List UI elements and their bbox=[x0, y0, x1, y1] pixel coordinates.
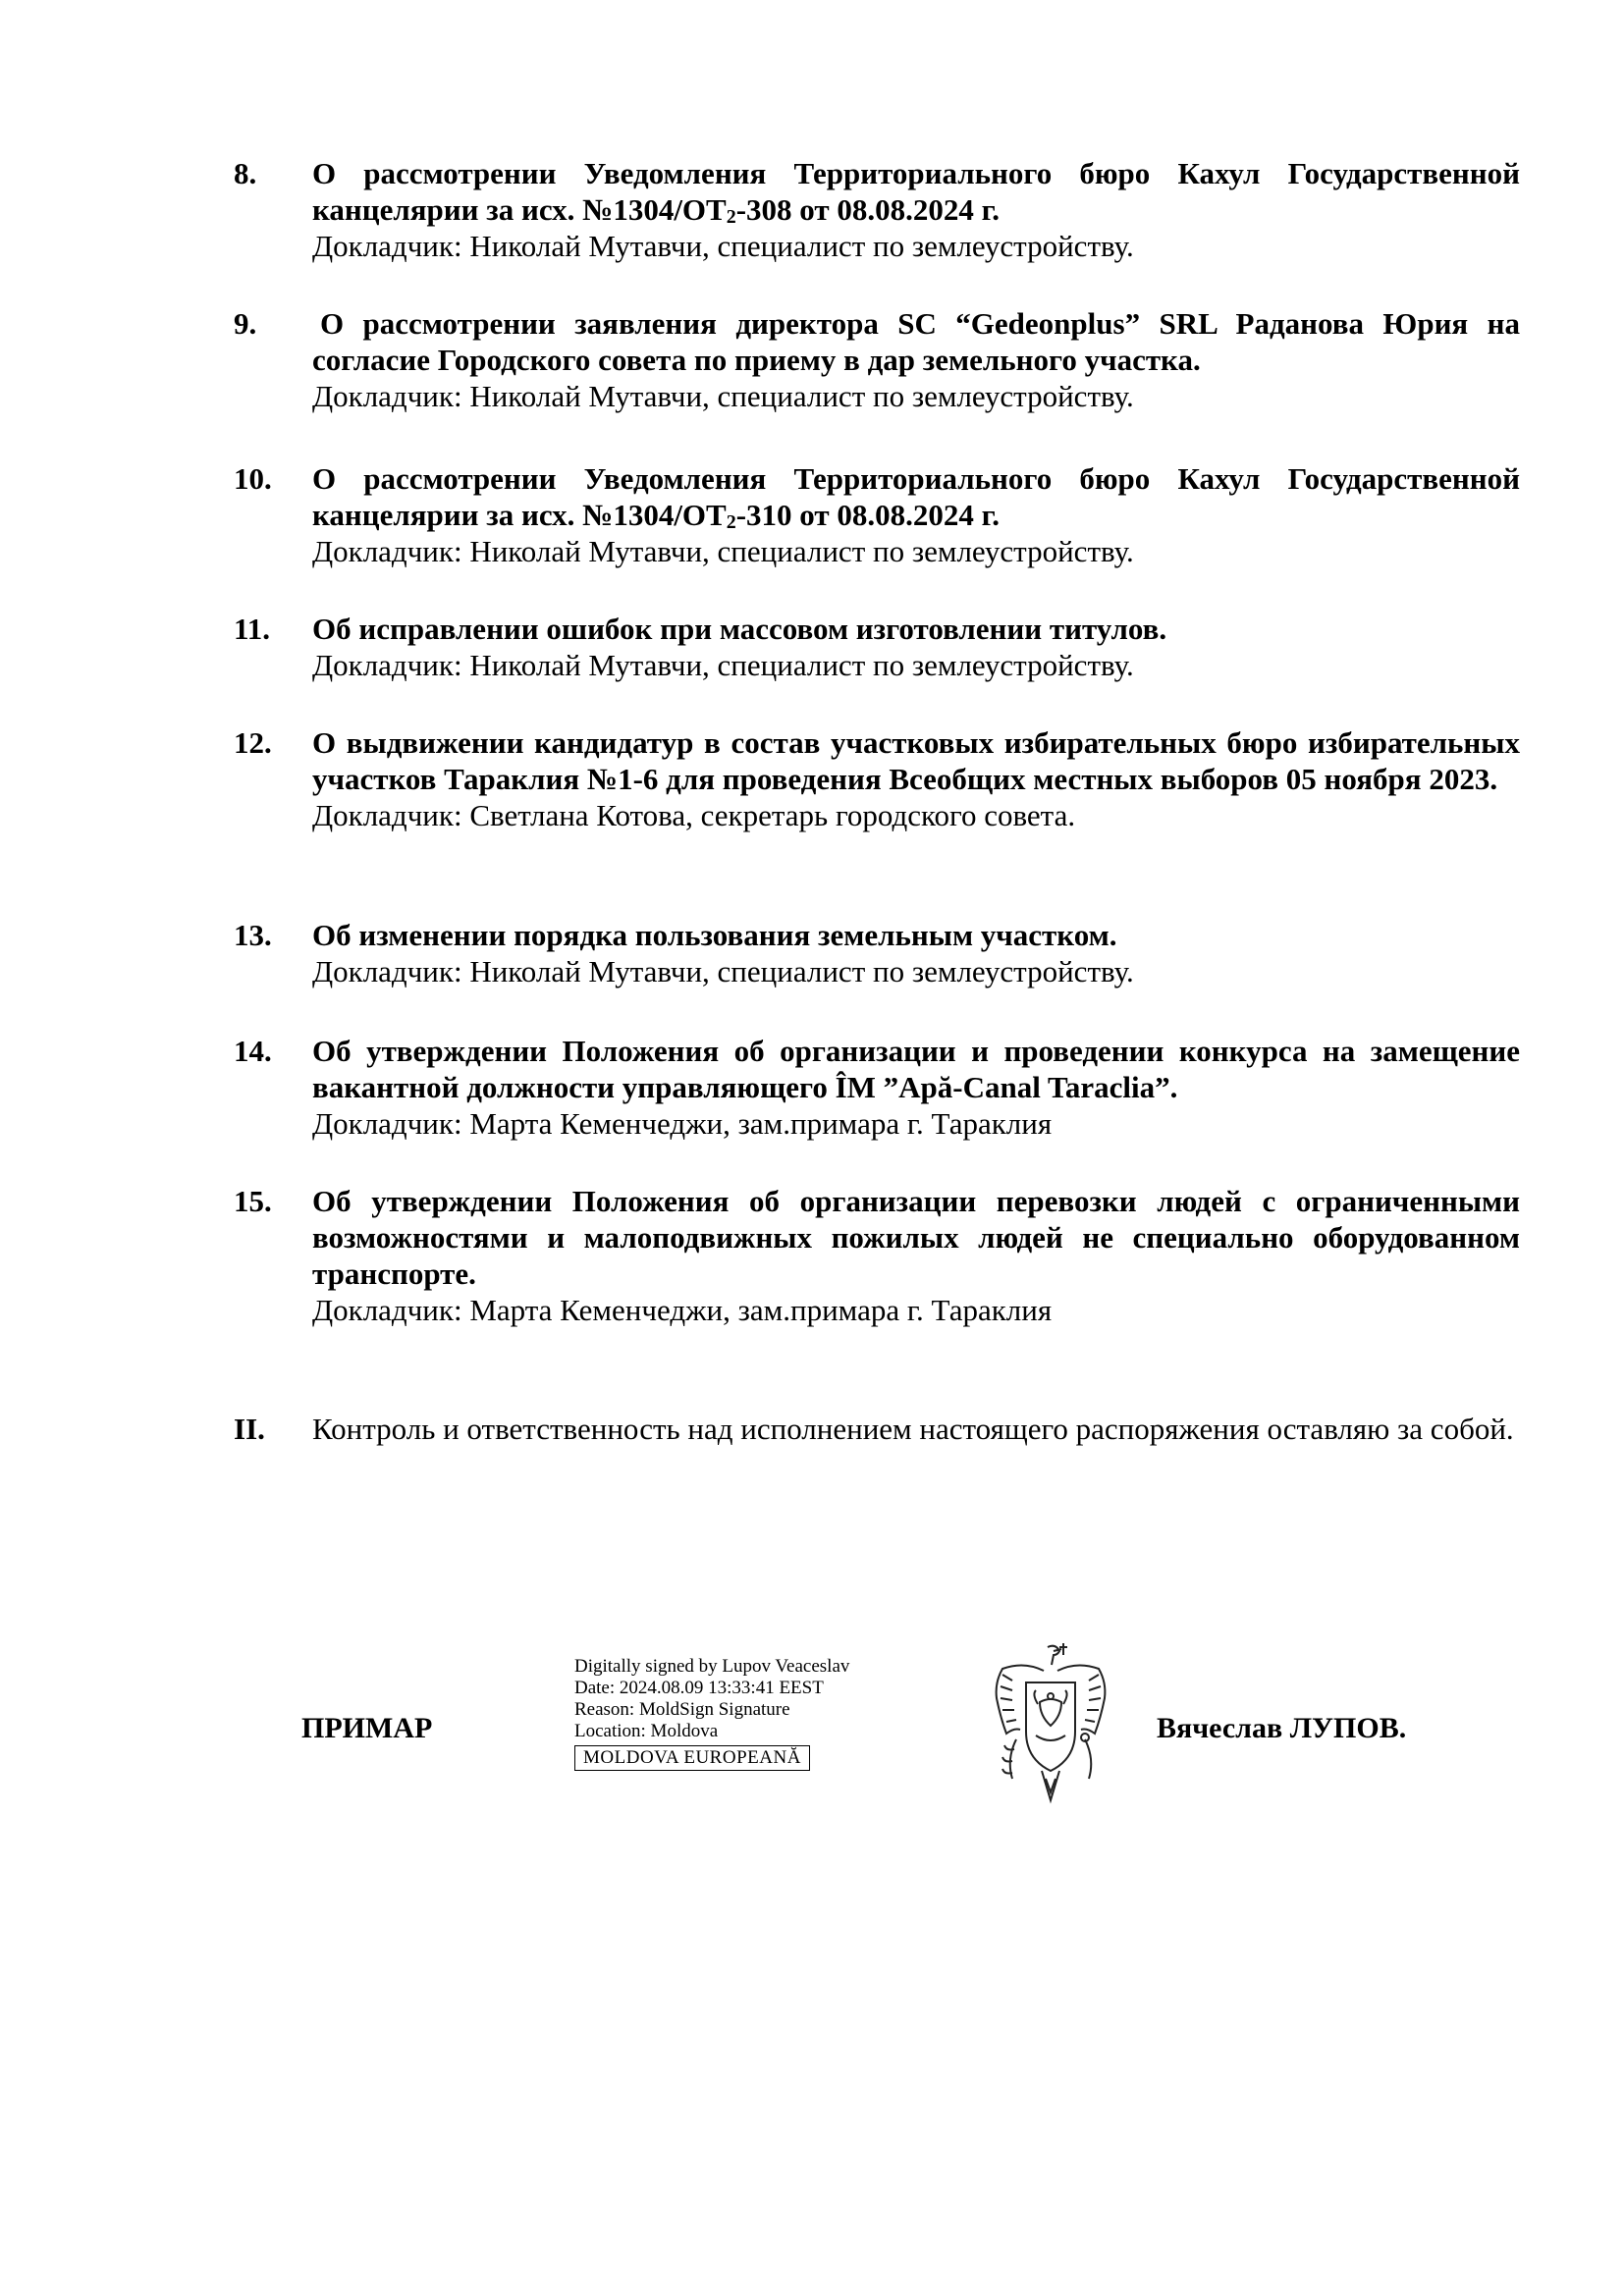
agenda-item-12 bbox=[234, 724, 1520, 833]
signature-signed-by: Digitally signed by Lupov Veaceslav bbox=[574, 1656, 850, 1677]
agenda-item-number: 14. bbox=[234, 1034, 272, 1068]
agenda-item-reporter: Докладчик: Николай Мутавчи, специалист по землеустройству. bbox=[312, 534, 1134, 568]
agenda-item-number: 9. bbox=[234, 306, 257, 341]
section-ii bbox=[234, 1411, 1520, 1447]
agenda-item-title: Об исправлении ошибок при массовом изготовлении титулов. bbox=[312, 612, 1167, 646]
agenda-item-11 bbox=[234, 611, 1520, 683]
agenda-item-reporter: Докладчик: Марта Кеменчеджи, зам.примара г. Тараклия bbox=[312, 1293, 1053, 1327]
agenda-item-reporter: Докладчик: Николай Мутавчи, специалист по землеустройству. bbox=[312, 954, 1134, 988]
section-number: II. bbox=[234, 1412, 265, 1446]
agenda-item-9 bbox=[234, 305, 1520, 414]
agenda-item-title: Об утверждении Положения об организации и проведении конкурса на замещение вакантной должности управляющего ÎM ”Apă-Canal Taraclia”. bbox=[312, 1034, 1520, 1104]
signatory-name: Вячеслав ЛУПОВ. bbox=[1157, 1712, 1407, 1744]
signature-stamp: MOLDOVA EUROPEANĂ bbox=[574, 1745, 810, 1771]
signature-reason: Reason: MoldSign Signature bbox=[574, 1699, 790, 1720]
agenda-item-number: 13. bbox=[234, 918, 272, 952]
agenda-item-reporter: Докладчик: Светлана Котова, секретарь городского совета. bbox=[312, 798, 1076, 832]
agenda-item-title: О выдвижении кандидатур в состав участковых избирательных бюро избирательных участков Тараклия №1-6 для проведения Всеобщих местных выборов 05 ноября 2023. bbox=[312, 725, 1520, 796]
agenda-item-reporter: Докладчик: Николай Мутавчи, специалист по землеустройству. bbox=[312, 648, 1134, 682]
agenda-item-15 bbox=[234, 1183, 1520, 1328]
agenda-item-number: 10. bbox=[234, 461, 272, 496]
agenda-item-14 bbox=[234, 1033, 1520, 1142]
agenda-item-reporter: Докладчик: Николай Мутавчи, специалист по землеустройству. bbox=[312, 229, 1134, 263]
agenda-item-number: 12. bbox=[234, 725, 272, 760]
agenda-item-title: Об изменении порядка пользования земельным участком. bbox=[312, 918, 1117, 952]
section-text: Контроль и ответственность над исполнением настоящего распоряжения оставляю за собой. bbox=[312, 1412, 1514, 1446]
agenda-item-title: О рассмотрении заявления директора SC “Gedeonplus” SRL Раданова Юрия на согласие Городского совета по приему в дар земельного участка. bbox=[312, 306, 1520, 377]
coat-of-arms-of-moldova-icon bbox=[987, 1641, 1114, 1808]
agenda-item-number: 11. bbox=[234, 612, 271, 646]
agenda-item-title: Об утверждении Положения об организации перевозки людей с ограниченными возможностями и малоподвижных пожилых людей не специально оборудованном транспорте. bbox=[312, 1184, 1520, 1291]
agenda-item-number: 8. bbox=[234, 156, 257, 190]
agenda-item-title: О рассмотрении Уведомления Территориального бюро Кахул Государственной канцелярии за исх. $№1304/OT_2-308$ от 08.08.2024 г. bbox=[312, 156, 1520, 228]
agenda-item-13 bbox=[234, 917, 1520, 989]
agenda-item-10 bbox=[234, 460, 1520, 569]
signature-date: Date: 2024.08.09 13:33:41 EEST bbox=[574, 1678, 824, 1698]
agenda-item-number: 15. bbox=[234, 1184, 272, 1218]
agenda-item-reporter: Докладчик: Николай Мутавчи, специалист по землеустройству. bbox=[312, 379, 1134, 413]
agenda-item-reporter: Докладчик: Марта Кеменчеджи, зам.примара г. Тараклия bbox=[312, 1106, 1053, 1141]
digital-signature-block bbox=[574, 1656, 898, 1771]
agenda-item-title: О рассмотрении Уведомления Территориального бюро Кахул Государственной канцелярии за исх. $№1304/OT_2-310$ от 08.08.2024 г. bbox=[312, 461, 1520, 533]
signatory-title: ПРИМАР bbox=[301, 1712, 433, 1744]
agenda-item-8 bbox=[234, 155, 1520, 264]
signature-location: Location: Moldova bbox=[574, 1721, 719, 1741]
